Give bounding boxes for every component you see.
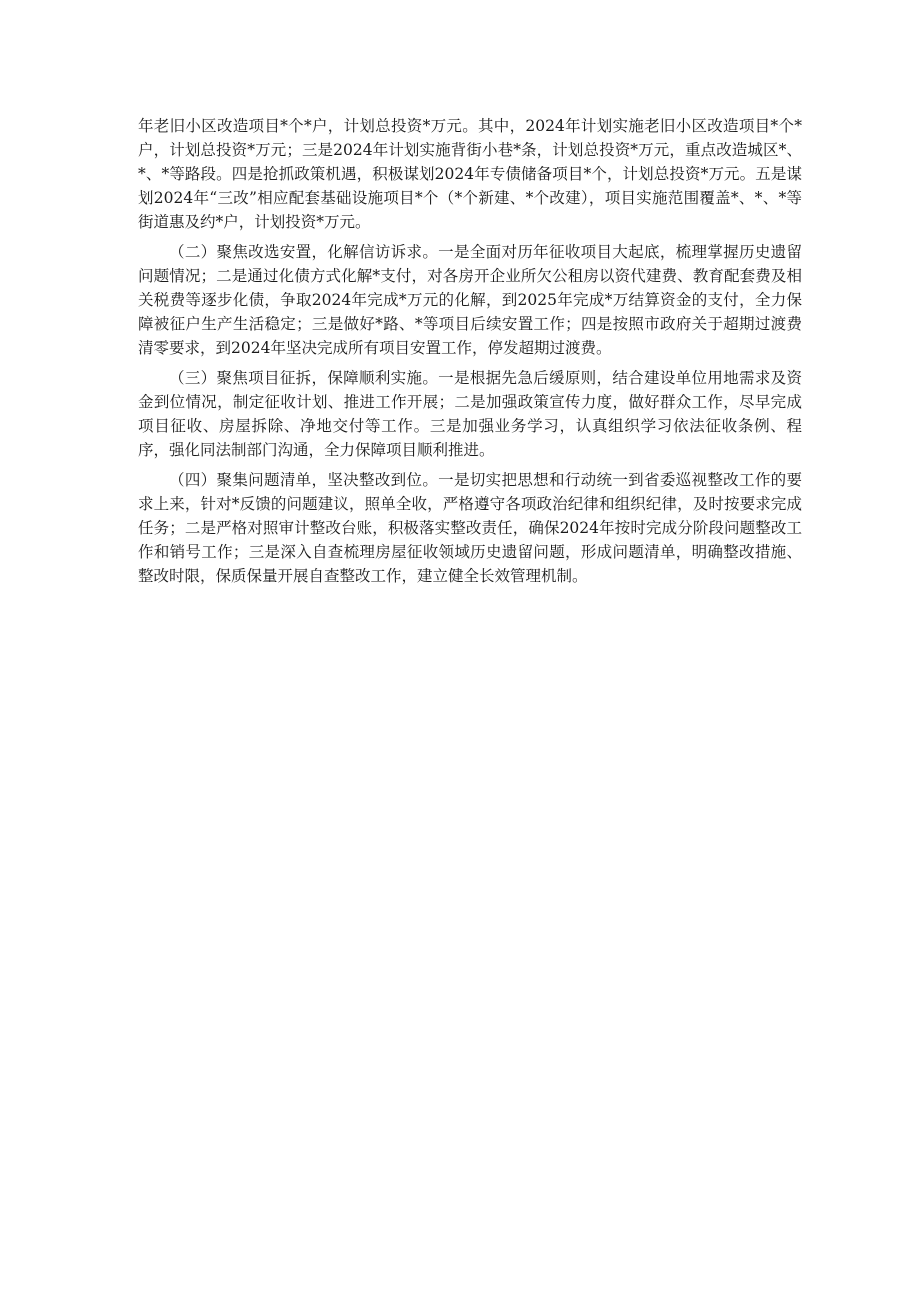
document-body	[138, 114, 802, 594]
paragraph-section-4: （四）聚集问题清单，坚决整改到位。一是切实把思想和行动统一到省委巡视整改工作的要求上来，针对*反馈的问题建议，照单全收，严格遵守各项政治纪律和组织纪律，及时按要求完成任务；二是严格对照审计整改台账，积极落实整改责任，确保2024年按时完成分阶段问题整改工作和销号工作；三是深入自查梳理房屋征收领域历史遗留问题，形成问题清单，明确整改措施、整改时限，保质保量开展自查整改工作，建立健全长效管理机制。	[138, 471, 802, 585]
paragraph-continuation: 年老旧小区改造项目*个*户，计划总投资*万元。其中，2024年计划实施老旧小区改造项目*个*户，计划总投资*万元；三是2024年计划实施背街小巷*条，计划总投资*万元，重点改造城区*、*、*等路段。四是抢抓政策机遇，积极谋划2024年专债储备项目*个，计划总投资*万元。五是谋划2024年“三改”相应配套基础设施项目*个（*个新建、*个改建），项目实施范围覆盖*、*、*等街道惠及约*户，计划投资*万元。	[138, 117, 802, 231]
paragraph-section-2: （二）聚焦改选安置，化解信访诉求。一是全面对历年征收项目大起底，梳理掌握历史遗留问题情况；二是通过化债方式化解*支付，对各房开企业所欠公租房以资代建费、教育配套费及相关税费等逐步化债，争取2024年完成*万元的化解，到2025年完成*万结算资金的支付，全力保障被征户生产生活稳定；三是做好*路、*等项目后续安置工作；四是按照市政府关于超期过渡费清零要求，到2024年坚决完成所有项目安置工作，停发超期过渡费。	[138, 243, 802, 357]
paragraph-section-3: （三）聚焦项目征拆，保障顺利实施。一是根据先急后缓原则，结合建设单位用地需求及资金到位情况，制定征收计划、推进工作开展；二是加强政策宣传力度，做好群众工作，尽早完成项目征收、房屋拆除、净地交付等工作。三是加强业务学习，认真组织学习依法征收条例、程序，强化同法制部门沟通，全力保障项目顺利推进。	[138, 369, 802, 459]
